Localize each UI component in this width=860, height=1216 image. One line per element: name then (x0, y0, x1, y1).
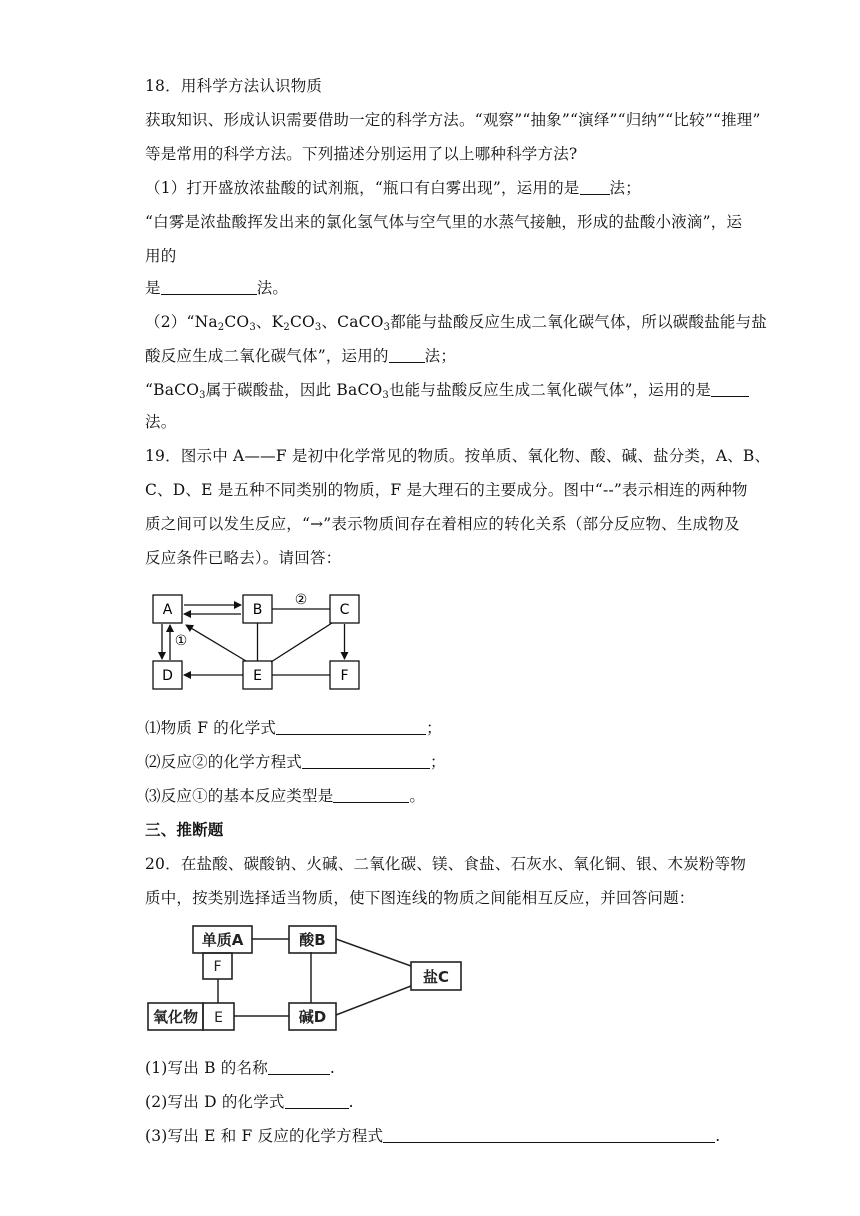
subscript: 3 (314, 322, 322, 333)
line-e-c (271, 623, 332, 662)
arrow-e-to-a (186, 625, 246, 661)
answer-blank[interactable] (711, 382, 749, 397)
q19-line1: 19．图示中 A——F 是初中化学常见的物质。按单质、氧化物、酸、碱、盐分类，A、B、 (145, 447, 771, 465)
q18-part2-text: 、K (255, 313, 284, 331)
q18-part2-line3 (145, 378, 749, 401)
node-d-label: 碱D (298, 1008, 327, 1026)
q20-sub2-text: (2)写出 D 的化学式 (145, 1093, 285, 1111)
q19-sub2 (145, 750, 446, 772)
node-oxide-label: 氧化物 (152, 1008, 199, 1026)
answer-blank[interactable] (383, 1128, 715, 1143)
subscript: 2 (217, 322, 225, 333)
subscript: 2 (283, 322, 290, 333)
subscript: 3 (382, 390, 389, 401)
q18-part1-end: 法。 (256, 279, 289, 297)
line-b-c (336, 939, 411, 966)
node-b-label: 酸B (299, 931, 326, 949)
q20-sub3-text: (3)写出 E 和 F 反应的化学方程式 (145, 1127, 384, 1145)
q20-line2: 质中，按类别选择适当物质，使下图连线的物质之间能相互反应，并回答问题： (145, 889, 695, 907)
q19-sub3-end: 。 (409, 787, 426, 805)
q19-sub3 (145, 784, 425, 806)
answer-blank[interactable] (389, 348, 425, 363)
answer-blank[interactable] (285, 1094, 349, 1109)
node-f-label: F (213, 959, 222, 975)
q18-part2-text: “BaCO (145, 381, 200, 399)
subscript: 3 (249, 322, 256, 333)
q18-part2-text: 酸反应生成二氧化碳气体”，运用的 (145, 347, 389, 365)
q18-part1-prefix: 是 (145, 279, 161, 297)
section-title: 三、推断题 (145, 820, 224, 839)
node-b-label: B (252, 602, 263, 618)
q18-part2-text: （2）“Na (145, 313, 218, 331)
subscript: 3 (199, 390, 206, 401)
q18-part1-line4 (145, 276, 288, 298)
q18-title: 18．用科学方法认识物质 (145, 77, 323, 95)
node-c-label: C (339, 602, 350, 618)
q20-diagram (146, 924, 466, 1036)
q20-line1: 20．在盐酸、碳酸钠、火碱、二氧化碳、镁、食盐、石灰水、氧化铜、银、木炭粉等物 (145, 855, 747, 873)
q18-intro-line1: 获取知识、形成认识需要借助一定的科学方法。“观察”“抽象”“演绎”“归纳”“比较”“推理” (145, 111, 761, 129)
answer-blank[interactable] (302, 754, 430, 769)
q19-sub3-text: ⑶反应①的基本反应类型是 (145, 787, 334, 805)
subscript: 3 (383, 322, 391, 333)
q18-part2-line4: 法。 (145, 413, 177, 431)
q19-line4: 反应条件已略去）。请回答： (145, 549, 342, 567)
q19-sub1 (145, 716, 442, 738)
q19-line2: C、D、E 是五种不同类别的物质，F 是大理石的主要成分。图中“--”表示相连的两种物 (145, 481, 748, 499)
node-e-label: E (214, 1010, 223, 1026)
q19-line3: 质之间可以发生反应，“→”表示物质间存在着相应的转化关系（部分反应物、生成物及 (145, 515, 740, 533)
reaction-mark-2: ② (294, 592, 308, 608)
q18-part2-text: 属于碳酸盐，因此 BaCO (205, 381, 383, 399)
q18-part1-line (145, 176, 641, 198)
q18-part2-suffix: 法； (424, 347, 457, 365)
q18-part2-line2 (145, 344, 456, 366)
q18-part1-text: （1）打开盛放浓盐酸的试剂瓶，“瓶口有白雾出现”，运用的是 (145, 179, 580, 197)
q20-sub3 (145, 1124, 720, 1146)
node-e-label: E (253, 668, 262, 684)
q18-part2-text: CO (224, 313, 250, 331)
node-f-label: F (340, 668, 349, 684)
node-c-label: 盐C (422, 968, 450, 986)
q18-intro-line2: 等是常用的科学方法。下列描述分别运用了以上哪种科学方法? (145, 145, 578, 163)
q19-sub1-end: ； (426, 719, 442, 737)
q20-sub2 (145, 1090, 354, 1112)
q20-sub1-text: (1)写出 B 的名称 (145, 1059, 268, 1077)
answer-blank[interactable] (276, 720, 426, 735)
q18-part1-suffix: 法； (609, 179, 641, 197)
q19-sub1-text: ⑴物质 F 的化学式 (145, 719, 277, 737)
q18-part2-text: 都能与盐酸反应生成二氧化碳气体，所以碳酸盐能与盐 (390, 313, 768, 331)
q18-part2-text: 、CaCO (321, 313, 384, 331)
node-a-label: A (162, 602, 173, 618)
answer-blank[interactable] (268, 1060, 330, 1075)
q20-sub2-end: . (348, 1093, 354, 1111)
answer-blank[interactable] (580, 180, 610, 195)
q19-sub2-end: ； (430, 753, 446, 771)
q18-part1-line2: “白雾是浓盐酸挥发出来的氯化氢气体与空气里的水蒸气接触，形成的盐酸小液滴”，运 (145, 213, 743, 231)
q19-sub2-text: ⑵反应②的化学方程式 (145, 753, 303, 771)
q18-part2-text: 也能与盐酸反应生成二氧化碳气体”，运用的是 (388, 381, 712, 399)
q19-diagram (150, 588, 365, 693)
q18-part1-line3: 用的 (145, 247, 177, 265)
q20-sub3-end: . (715, 1127, 721, 1145)
q20-sub1-end: . (329, 1059, 336, 1077)
q18-part2-line1 (145, 310, 767, 333)
node-d-label: D (162, 668, 173, 684)
line-d-c (336, 986, 411, 1015)
q20-sub1 (145, 1056, 335, 1078)
answer-blank[interactable] (333, 788, 409, 803)
node-a-label: 单质A (201, 931, 244, 949)
answer-blank[interactable] (161, 280, 257, 295)
reaction-mark-1: ① (174, 633, 188, 649)
q18-part2-text: CO (289, 313, 315, 331)
